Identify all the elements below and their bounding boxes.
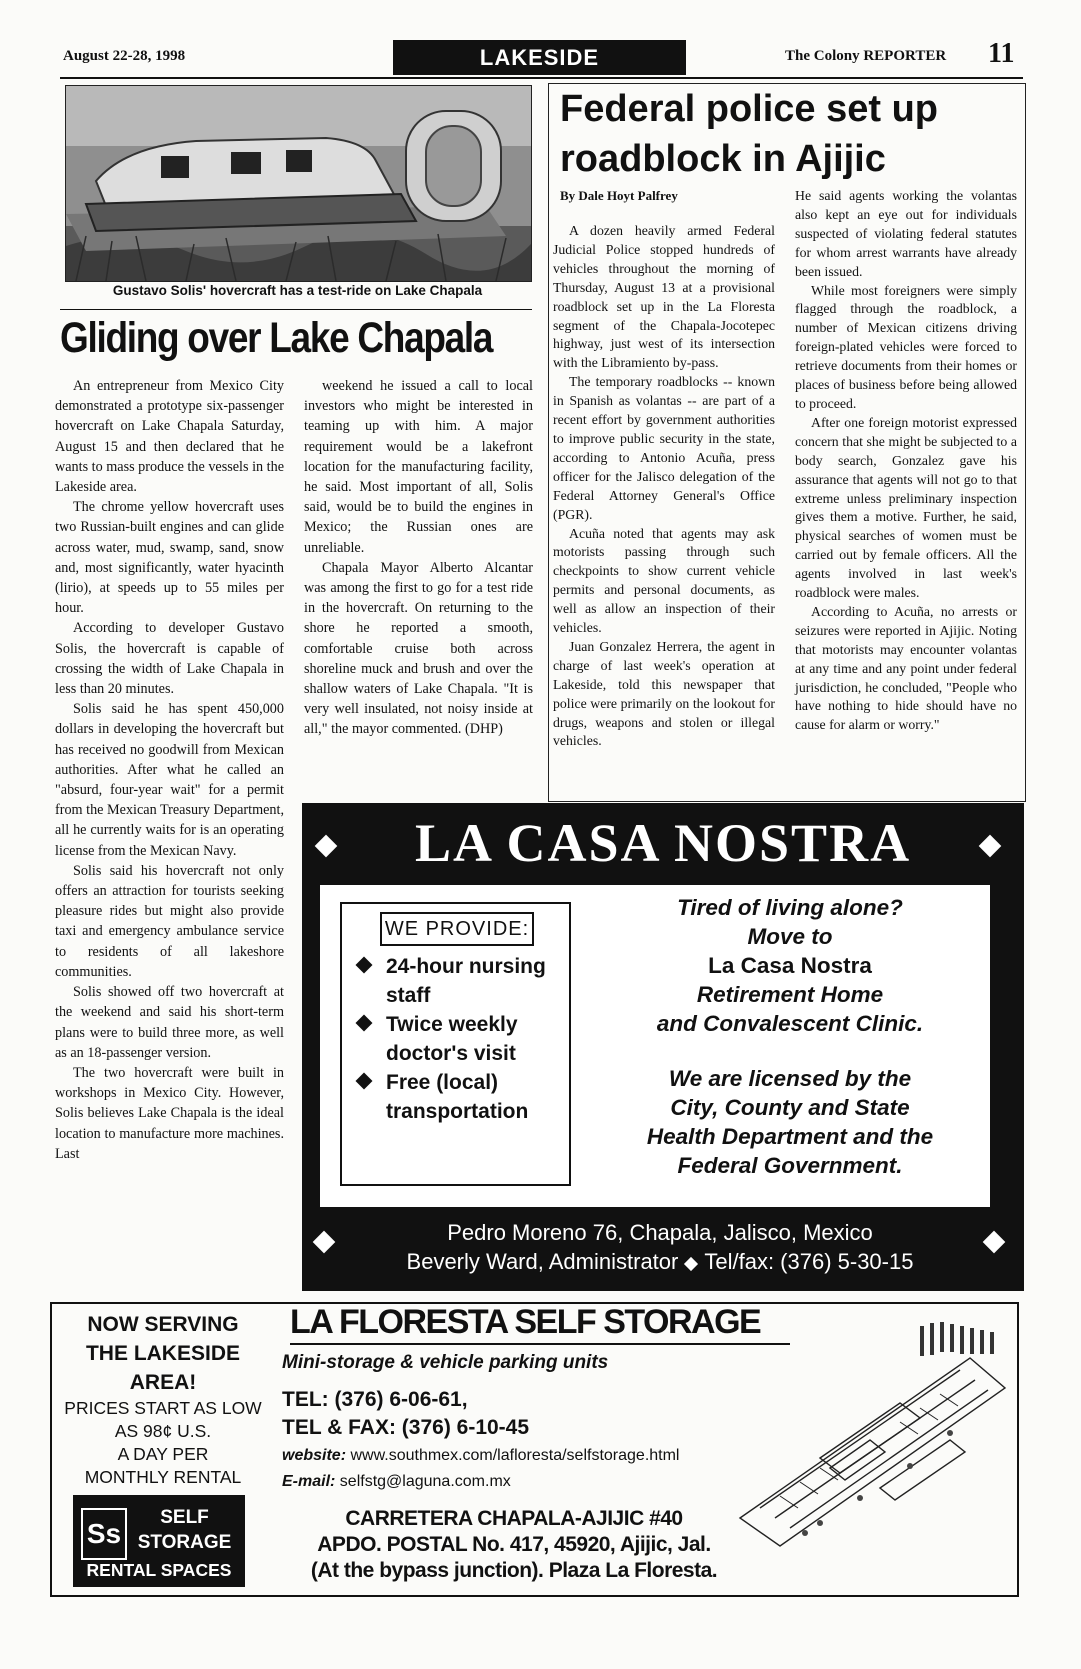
ad-line: Health Department and the (646, 1124, 934, 1149)
paragraph: After one foreign motorist expressed concern that she might be subjected to a body search, Gonzalez gave his assurance that agents will not go to that extreme unless preliminary inspection gives them a motive. Further, he said, physical searches of women must be carried out by female officers. All the agents involved in last week's roadblock were males. (795, 414, 1017, 601)
paragraph: While most foreigners were simply flagged through the roadblock, a number of Mexican citizens driving foreign-plated vehicles were forced to retrieve documents from their homes or places of business before being allowed to proceed. (795, 282, 1017, 411)
paragraph: The temporary roadblocks -- known in Spanish as volantas -- are part of a recent effort by government authorities to improve public security in the state, according to Antonio Acuña, press officer for the Jalisco delegation of the Federal Attorney General's Office (PGR). (553, 374, 775, 522)
storage-phones: TEL: (376) 6-06-61, TEL & FAX: (376) 6-10-45 (282, 1388, 530, 1439)
ss-logo: Ss (81, 1508, 127, 1560)
promo-line: NOW SERVING (87, 1313, 239, 1336)
address-line: Pedro Moreno 76, Chapala, Jalisco, Mexico (447, 1220, 873, 1245)
paragraph: The chrome yellow hovercraft uses two Russian-built engines and can glide across water, mud, swamp, sand, snow and, most significantly, water hyacinth (lirio), at speeds up to 55 miles per hour. (55, 499, 284, 617)
photo-caption: Gustavo Solis' hovercraft has a test-ride on Lake Chapala (112, 283, 483, 298)
storage-address: CARRETERA CHAPALA-AJIJIC #40 APDO. POSTAL No. 417, 45920, Ajijic, Jal. (At the bypass junction). Plaza La Floresta. (310, 1507, 718, 1582)
price-line: A DAY PER (117, 1444, 209, 1464)
federal-headline: Federal police set up roadblock in Ajijic (560, 88, 938, 180)
price-line: MONTHLY RENTAL (84, 1467, 242, 1487)
website-link[interactable]: www.southmex.com/lafloresta/selfstorage.html (350, 1447, 680, 1464)
ad-line: City, County and State (670, 1095, 910, 1120)
section-banner: LAKESIDE (393, 40, 686, 75)
contact-line: Beverly Ward, Administrator Tel/fax: (376) 5-30-15 (406, 1249, 914, 1274)
paragraph: weekend he issued a call to local investors who might be interested in teaming up with him. A major requirement would be a lakefront location for the manufacturing facility, he said. Most important of all, Solis said, would be to build the engines in Mexico; the Russian ones are unreliable. (304, 378, 533, 556)
services-list (352, 952, 564, 1126)
email-link[interactable]: selfstg@laguna.com.mx (339, 1473, 511, 1490)
casa-address (340, 1218, 980, 1276)
diamond-bullet-icon (356, 957, 373, 974)
paragraph: According to developer Gustavo Solis, the hovercraft is capable of crossing the width of Lake Chapala in less than 20 minutes. (55, 620, 284, 698)
paragraph: Solis said he has spent 450,000 dollars in developing the hovercraft but has received no goodwill from Mexican authorities. After what he called an "absurd, four-year wait" for a permit from the Mexican Treasury Department, all he currently waits for is an operating license from the Mexican Navy. (55, 701, 284, 859)
casa-nostra-title: LA CASA NOSTRA (414, 813, 912, 873)
paragraph: Solis said his hovercraft not only offers an attraction for tourists seeking pleasure rides but might also provide taxi and emergency ambulance service to residents of all lakeshore communities. (55, 862, 284, 980)
ad-line: We are licensed by the (668, 1066, 912, 1091)
ad-line: Move to (747, 924, 833, 949)
paragraph: The two hovercraft were built in workshops in Mexico City. However, Solis believes Lake Chapala is the ideal location to manufacture more machines. Last (55, 1064, 284, 1162)
page-number: 11 (988, 38, 1015, 69)
title-underline (290, 1343, 790, 1345)
rental-spaces-label: RENTAL SPACES (86, 1560, 232, 1580)
storage-promo (58, 1310, 268, 1489)
price-line: PRICES START AS LOW (64, 1398, 262, 1418)
paragraph: An entrepreneur from Mexico City demonstrated a prototype six-passenger hovercraft on Lake Chapala Saturday, August 15 and then declared that he wants to mass produce the vessels in the Lakeside area. (55, 378, 284, 496)
ad-line: Tired of living alone? (677, 895, 903, 920)
paragraph: Solis showed off two hovercraft at the weekend and said his short-term plans were to build three more, as well as an 18-passenger version. (55, 984, 284, 1061)
paragraph: He said agents working the volantas also kept an eye out for individuals suspected of violating federal statutes for whom arrest warrants have already been issued. (795, 188, 1017, 279)
diamond-bullet-icon (356, 1015, 373, 1032)
diamond-icon (684, 1257, 698, 1271)
storage-subtitle: Mini-storage & vehicle parking units (282, 1352, 609, 1373)
newspaper-name: The Colony REPORTER (785, 48, 947, 64)
paragraph: Juan Gonzalez Herrera, the agent in charge of last week's operation at Lakeside, told this newspaper that police were primarily on the lookout for drugs, weapons and stolen or illegal vehicles. (553, 638, 775, 749)
ad-line: Retirement Home (696, 982, 884, 1007)
issue-date: August 22-28, 1998 (63, 48, 186, 64)
list-item: Free (local) transportation (352, 1068, 564, 1126)
byline: By Dale Hoyt Palfrey (560, 188, 678, 203)
caption-rule (60, 309, 532, 310)
paragraph: According to Acuña, no arrests or seizures were reported in Ajijic. Noting that motorists may encounter volantas at any time and any point under federal jurisdiction, he concluded, "People who have nothing to hide should have no cause for alarm or worry." (795, 603, 1017, 733)
price-line: AS 98¢ U.S. (114, 1421, 212, 1441)
hovercraft-photo (65, 85, 532, 282)
we-provide-label: WE PROVIDE: (380, 912, 534, 946)
federal-column-2 (795, 187, 1017, 735)
paragraph: Acuña noted that agents may ask motorists passing through such checkpoints to show current vehicle permits and personal documents, as well as allow an inspection of their vehicles. (553, 525, 775, 636)
ad-line: La Casa Nostra (708, 953, 872, 978)
promo-line: AREA! (129, 1371, 197, 1394)
promo-line: THE LAKESIDE (85, 1342, 240, 1365)
storage-web: website: www.southmex.com/lafloresta/selfstorage.html E-mail: selfstg@laguna.com.mx (282, 1447, 680, 1490)
storage-title: LA FLORESTA SELF STORAGE (290, 1303, 761, 1341)
gliding-column-1 (55, 376, 284, 1164)
storage-facility-illustration (720, 1318, 1010, 1548)
ad-line: and Convalescent Clinic. (656, 1011, 924, 1036)
paragraph: Chapala Mayor Alberto Alcantar was among the first to go for a test ride in the hovercraft. On returning to the shore he reported a smooth, comfortable cruise both across shoreline muck and brush and over the shallow waters of Lake Chapala. "It is very well insulated, not noisy inside at all," the mayor commented. (DHP) (304, 559, 533, 738)
paragraph: A dozen heavily armed Federal Judicial Police stopped hundreds of vehicles throughout the morning of Thursday, August 13 at a provisional roadblock set up in the La Floresta segment of the Chapala-Jocotepec highway, just west of its intersection with the Libramiento by-pass. (553, 223, 775, 371)
gliding-headline: Gliding over Lake Chapala (60, 314, 493, 362)
federal-column-1 (553, 222, 775, 751)
logo-text: SELF STORAGE (137, 1507, 232, 1553)
list-item: 24-hour nursing staff (352, 952, 564, 1010)
gliding-column-2 (304, 376, 533, 740)
diamond-bullet-icon (356, 1073, 373, 1090)
casa-description (590, 893, 990, 1180)
ad-line: Federal Government. (677, 1153, 903, 1178)
header-rule (60, 77, 1023, 79)
list-item: Twice weekly doctor's visit (352, 1010, 564, 1068)
